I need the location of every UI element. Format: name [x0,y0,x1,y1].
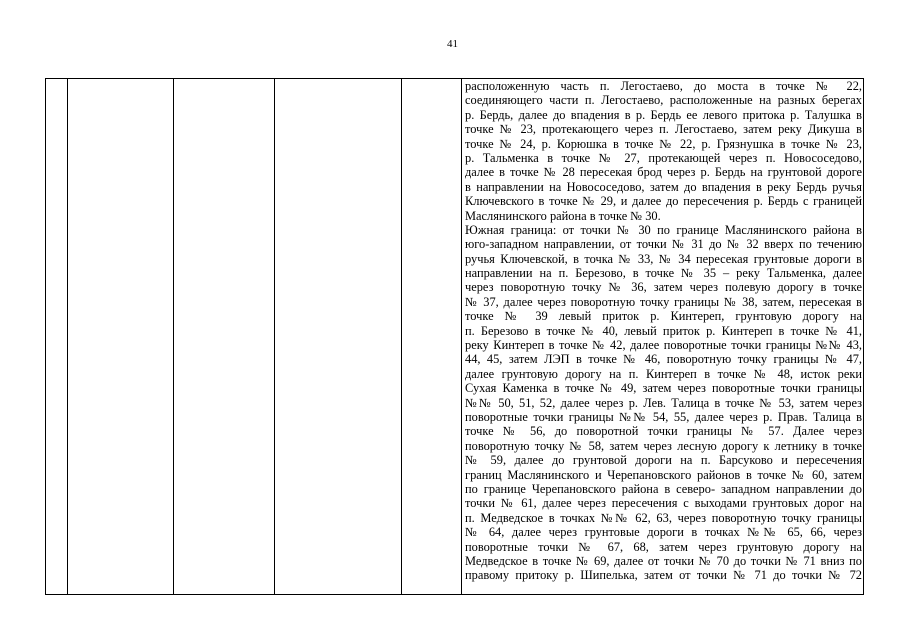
description-line: правому притоку р. Шипелька, затем от точки № 71 до точки № 72 [465,568,862,583]
description-line: Южная граница: от точки № 30 по границе Маслянинского района в [465,222,862,237]
description-line: поворотные точки границы №№ 54, 55, далее через р. Прав. Талица в [465,409,862,424]
description-line: Ключевского в точке № 29, и далее до пересечения р. Бердь с границей [465,194,862,209]
table-row [46,79,864,595]
description-line: Маслянинского района в точке № 30. [465,208,661,223]
description-line: точке № 24, р. Корюшка в точке № 22, р. Грязнушка в точке № 23, [465,136,862,151]
table-cell-col-5 [402,79,462,595]
description-line: границ Маслянинского и Черепановского районов в точке № 60, затем [465,467,862,482]
description-line: Сухая Каменка в точке № 49, затем через поворотные точки границы [465,381,862,396]
description-line: поворотную точку № 58, затем через лесную дорогу к летнику в точке [465,438,862,453]
description-line: № 37, далее через поворотную точку границы № 38, затем, пересекая в [465,294,862,309]
description-line: точке № 56, до поворотной точки границы № 57. Далее через [465,424,862,439]
description-line: № 64, далее через грунтовые дороги в точках №№ 65, 66, через [465,525,862,540]
description-line: по границе Черепановского района в северо- западном направлении до [465,481,862,496]
description-line: Медведское в точке № 69, далее от точки № 70 до точки № 71 вниз по [465,553,862,568]
description-line: реку Кинтереп в точке № 42, далее поворотные точки границы №№ 43, [465,338,862,353]
page-number: 41 [447,38,458,50]
description-line: расположенную часть п. Легостаево, до моста в точке № 22, [465,79,862,93]
description-line: р. Бердь, далее до впадения в р. Бердь ее левого притока р. Талушка в [465,107,862,122]
description-line: ручья Ключевской, в точка № 33, № 34 пересекая грунтовые дороги в [465,251,862,266]
description-line: юго-западном направлении, от точки № 31 до № 32 вверх по течению [465,237,862,252]
description-line: п. Медведское в точках №№ 62, 63, через поворотную точку границы [465,510,862,525]
description-line: далее грунтовую дорогу на п. Кинтереп в точке № 48, исток реки [465,366,862,381]
description-line: через поворотную точку № 36, затем через полевую дорогу в точке [465,280,862,295]
table-cell-boundary-description [462,79,864,595]
table-cell-col-2 [68,79,174,595]
description-line: № 59, далее до грунтовой дороги на п. Барсуково и пересечения [465,453,862,468]
description-line: далее в точке № 28 пересекая брод через р. Бердь на грунтовой дороге [465,165,862,180]
description-line: направлении на п. Березово, в точке № 35 – реку Тальменка, далее [465,266,862,281]
boundary-description-text [465,79,862,583]
table-cell-col-3 [174,79,275,595]
description-line: соединяющего части п. Легостаево, расположенные на разных берегах [465,93,862,108]
description-line: №№ 50, 51, 52, далее через р. Лев. Талица в точке № 53, затем через [465,395,862,410]
table-cell-col-1 [46,79,68,595]
description-line: в направлении на Новососедово, затем до впадения в реку Бердь ручья [465,179,862,194]
description-line: поворотные точки № 67, 68, затем через грунтовую дорогу на [465,539,862,554]
description-line: точке № 23, протекающего через п. Легостаево, затем реку Дикуша в [465,122,862,137]
description-line: 44, 45, затем ЛЭП в точке № 46, поворотную точку границы № 47, [465,352,862,367]
description-line: точке № 39 левый приток р. Кинтереп, грунтовую дорогу на [465,309,862,324]
table-cell-col-4 [275,79,402,595]
description-line: п. Березово в точке № 40, левый приток р. Кинтереп в точке № 41, [465,323,862,338]
description-line: точки № 61, далее через пересечения с выходами грунтовых дорог на [465,496,862,511]
description-line: р. Тальменка в точке № 27, протекающей через п. Новососедово, [465,150,862,165]
document-table [45,78,864,595]
